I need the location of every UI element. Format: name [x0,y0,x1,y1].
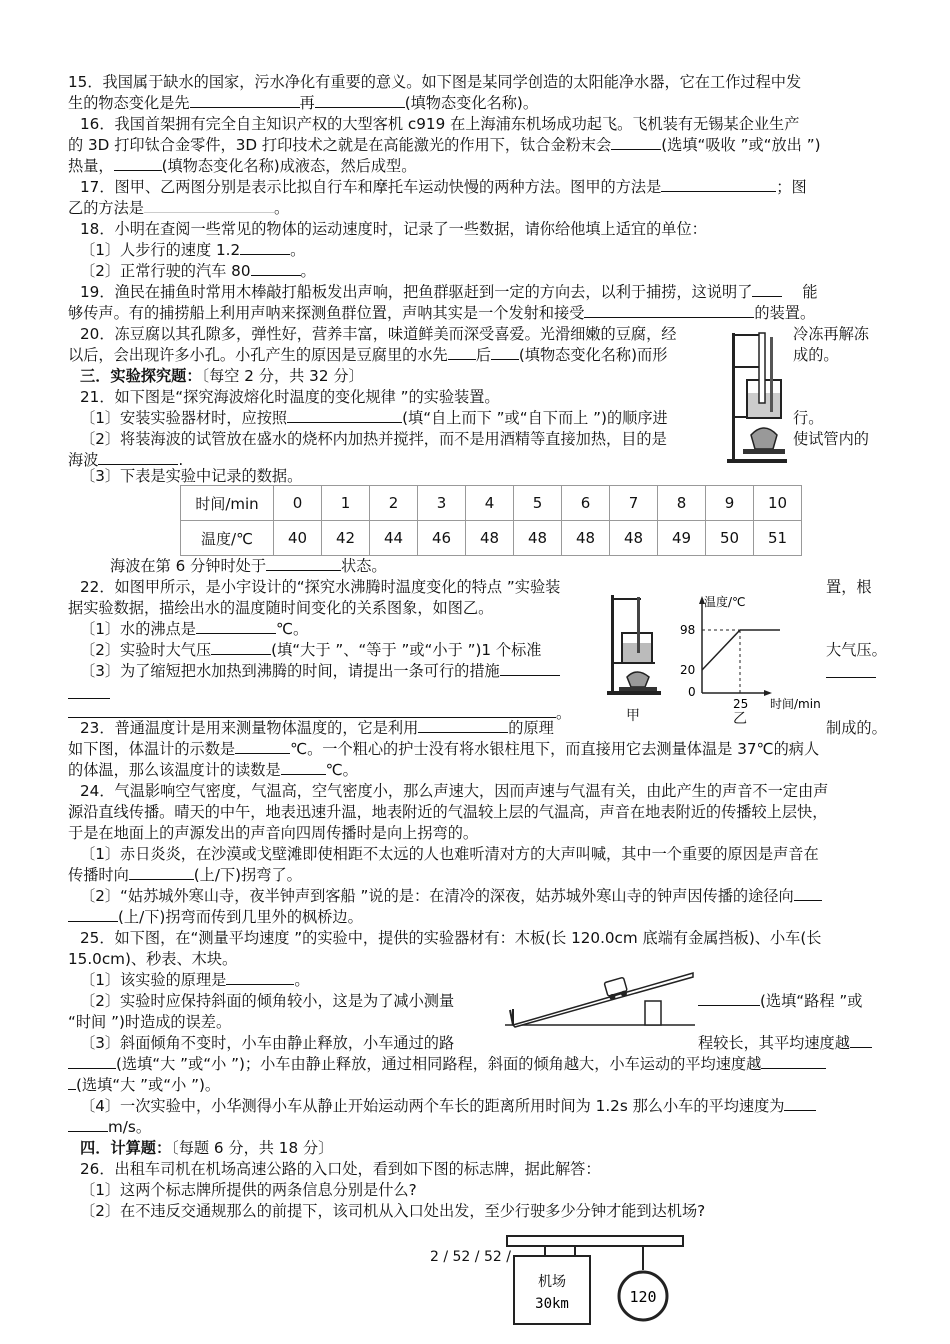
q19-blank-1[interactable] [752,282,782,297]
q16-line1: 16．我国首架拥有完全自主知识产权的大型客机 c919 在上海浦东机场成功起飞。飞机装有无锡某企业生产 [80,115,800,133]
q17-blank-1[interactable] [661,177,776,192]
table-cell: 50 [706,521,754,556]
boiling-apparatus-figure [605,595,665,705]
boiling-temperature-graph [670,588,830,713]
q23-line1: 23．普通温度计是用来测量物体温度的，它是利用 的原理 [80,719,554,737]
graph-x-tick-25: 25 [733,697,749,711]
q22-blank-3d[interactable] [68,703,556,718]
table-cell: 5 [514,486,562,521]
table-cell: 48 [610,521,658,556]
q21-after-table: 海波在第 6 分钟时处于 状态。 [110,557,387,575]
figure-a-caption: 甲 [626,708,640,724]
q21-blank-2[interactable] [98,450,178,465]
graph-y-tick-20: 20 [680,663,696,677]
table-cell: 4 [466,486,514,521]
q19-blank-2[interactable] [584,303,754,318]
q25-blank-4b[interactable] [68,1075,76,1090]
table-cell: 7 [610,486,658,521]
table-cell: 48 [466,521,514,556]
q22-line1: 22．如图甲所示，是小宇设计的“探究水沸腾时温度变化的特点 ”实验装 [80,578,561,596]
table-cell: 10 [754,486,802,521]
q16-blank-1[interactable] [611,135,661,150]
q25-sub2: 〔2〕实验时应保持斜面的倾角较小，这是为了减小测量 [80,992,455,1010]
q22-blank-1[interactable] [196,619,276,634]
table-cell: 40 [274,521,322,556]
q25-sub4-line2: m/s。 [68,1117,151,1137]
q23-blank-1[interactable] [418,718,508,733]
table-cell: 6 [562,486,610,521]
table-cell: 3 [418,486,466,521]
q24-sub2-line2: (上/下)拐弯而传到几里外的枫桥边。 [68,907,363,927]
q20-blank-1[interactable] [448,345,476,360]
q21-sub2-tail: 使试管内的 [793,430,869,448]
q22-sub3-line2: 。 [68,703,571,723]
table-row [181,521,802,556]
q15-line2: 生的物态变化是先 再 (填物态变化名称)。 [68,94,539,112]
q24-blank-2[interactable] [794,886,822,901]
page-number: 2 / 52 / 52 / [430,1249,511,1265]
q25-blank-4[interactable] [761,1054,826,1069]
q23-blank-2[interactable] [235,739,290,754]
q25-sub3-line2: (选填“大 ”或“小 ”)；小车由静止释放，通过相同路程，斜面的倾角越大，小车运动的平均速度越 [68,1054,826,1074]
q25-blank-5[interactable] [784,1096,816,1111]
q25-sub3: 〔3〕斜面倾角不变时，小车由静止释放，小车通过的路 [80,1034,455,1052]
q25-blank-3[interactable] [850,1033,872,1048]
q22-sub1: 〔1〕水的沸点是 ℃。 [80,620,309,638]
q22-blank-2[interactable] [211,640,271,655]
q18-blank-2[interactable] [251,261,301,276]
q23-line1-tail: 制成的。 [826,719,887,737]
q25-blank-1[interactable] [226,970,294,985]
table-cell: 51 [754,521,802,556]
q18-sub1: 〔1〕人步行的速度 1.2 。 [80,241,306,259]
q24-line1: 24．气温影响空气密度，气温高，空气密度小，那么声速大，因而声速与气温有关，由此产生的声音不一定由声 [80,782,829,800]
q22-line1-tail: 置，根 [826,578,872,596]
table-cell: 46 [418,521,466,556]
q24-sub1-line2: 传播时向 (上/下)拐弯了。 [68,866,302,884]
q18-line1: 18．小明在查阅一些常见的物体的运动速度时，记录了一些数据，请你给他填上适宜的单位： [80,220,707,238]
q21-line1: 21．如下图是“探究海波熔化时温度的变化规律 ”的实验装置。 [80,388,500,406]
graph-origin: 0 [688,685,696,699]
q25-line2: 15.0cm)、秒表、木块。 [68,950,238,968]
q25-blank-5b[interactable] [68,1117,108,1132]
q25-sub2-tail: (选填“路程 ”或 [698,991,862,1011]
q19-line1: 19．渔民在捕鱼时常用木棒敲打船板发出声响，把鱼群驱赶到一定的方向去，以利于捕捞，这说明了 能 [80,283,818,301]
table-head-time: 时间/min [181,486,274,521]
q22-blank-3c[interactable] [68,684,110,699]
q17-line1: 17．图甲、乙两图分别是表示比拟自行车和摩托车运动快慢的两种方法。图甲的方法是 ；图 [80,178,807,196]
speed-limit-value: 120 [629,1288,657,1306]
q15-blank-1[interactable] [190,93,300,108]
road-sign-figure [505,1234,687,1328]
q26-sub2: 〔2〕在不违反交通规那么的前提下，该司机从入口处出发，至少行驶多少分钟才能到达机场? [80,1202,706,1220]
q25-sub3-line3: (选填“大 ”或“小 ”)。 [68,1075,220,1095]
q24-sub1: 〔1〕赤日炎炎，在沙漠或戈壁滩即使相距不太远的人也难听清对方的大声叫喊，其中一个重要的原因是声音在 [80,845,819,863]
q25-sub3-tail: 程较长，其平均速度越 [698,1033,872,1053]
table-cell: 9 [706,486,754,521]
table-cell: 48 [514,521,562,556]
table-row [181,486,802,521]
table-head-temp: 温度/℃ [181,521,274,556]
q19-line2: 够传声。有的捕捞船上利用声呐来探测鱼群位置，声呐其实是一个发射和接受 的装置。 [68,304,816,322]
q21-sub3: 〔3〕下表是实验中记录的数据。 [80,467,303,485]
q20-line2-tail: 成的。 [793,346,839,364]
q20-blank-2[interactable] [491,345,519,360]
table-cell: 44 [370,521,418,556]
q16-line2: 的 3D 打印钛合金零件，3D 打印技术之就是在高能激光的作用下，钛合金粉末会 (选填“吸收 ”或“放出 ”) [68,136,821,154]
q21-sub2: 〔2〕将装海波的试管放在盛水的烧杯内加热并搅拌，而不是用酒精等直接加热，目的是 [80,430,667,448]
q22-blank-3b[interactable] [826,663,876,678]
q20-line1: 20．冻豆腐以其孔隙多，弹性好，营养丰富，味道鲜美而深受喜爱。光滑细嫩的豆腐，经 [80,325,677,343]
q15-line1: 15．我国属于缺水的国家，污水净化有重要的意义。如下图是某同学创造的太阳能净水器，它在工作过程中发 [68,73,802,91]
q24-line3: 于是在地面上的声源发出的声音向四周传播时是向上拐弯的。 [68,824,479,842]
figure-b-caption: 乙 [733,711,747,727]
q25-blank-3b[interactable] [68,1054,116,1069]
q21-sub1: 〔1〕安装实验器材时，应按照 (填“自上而下 ”或“自下而上 ”)的顺序进 [80,409,668,427]
graph-y-label: 温度/℃ [704,595,746,609]
graph-x-label: 时间/min [770,697,821,711]
section3-heading: 三．实验探究题：〔每空 2 分，共 32 分〕 [80,367,364,385]
incline-cart-figure [505,965,695,1030]
table-cell: 42 [322,521,370,556]
q21-blank-1[interactable] [287,408,402,423]
q24-blank-2b[interactable] [68,907,118,922]
q22-sub2-tail: 大气压。 [826,641,887,659]
table-cell: 0 [274,486,322,521]
q16-line3: 热量， (填物态变化名称)成液态，然后成型。 [68,157,417,175]
q23-line2: 如下图，体温计的示数是 ℃。一个粗心的护士没有将水银柱甩下，而直接用它去测量体温是 37℃的病人 [68,740,820,758]
q25-line1: 25．如下图，在“测量平均速度 ”的实验中，提供的实验器材有：木板(长 120.0cm 底端有金属挡板)、小车(长 [80,929,822,947]
q17-line2: 乙的方法是 。 [68,199,290,217]
q16-blank-2[interactable] [114,156,162,171]
q17-blank-2[interactable] [144,198,274,213]
q25-sub2-line2: “时间 ”)时造成的误差。 [68,1013,232,1031]
sign-destination: 机场 [538,1274,566,1290]
q23-line3: 的体温，那么该温度计的读数是 ℃。 [68,761,358,779]
q25-sub4: 〔4〕一次实验中，小华测得小车从静止开始运动两个车长的距离所用时间为 1.2s 那么小车的平均速度为 [80,1096,816,1116]
q18-sub2: 〔2〕正常行驶的汽车 80 。 [80,262,316,280]
q18-blank-1[interactable] [240,240,290,255]
q22-sub3: 〔3〕为了缩短把水加热到沸腾的时间，请提出一条可行的措施 [80,661,560,681]
q21-sub2-line2: 海波 . [68,451,184,469]
q20-line2: 以后，会出现许多小孔。小孔产生的原因是豆腐里的水先 后 (填物态变化名称)而形 [68,346,668,364]
q24-line2: 源沿直线传播。晴天的中午，地表迅速升温，地表附近的气温较上层的气温高，声音在地表附近的传播较上层快， [68,803,828,821]
q20-line1-tail: 冷冻再解冻 [793,325,869,343]
q22-sub2: 〔2〕实验时大气压 (填“大于 ”、“等于 ”或“小于 ”)1 个标准 [80,641,542,659]
q22-blank-3[interactable] [500,661,560,676]
section4-heading: 四．计算题：〔每题 6 分，共 18 分〕 [80,1139,334,1157]
q26-line1: 26．出租车司机在机场高速公路的入口处，看到如下图的标志牌，据此解答： [80,1160,601,1178]
table-cell: 49 [658,521,706,556]
melting-data-table [180,485,802,556]
graph-y-tick-98: 98 [680,623,696,637]
q24-sub2: 〔2〕“姑苏城外寒山寺，夜半钟声到客船 ”说的是：在清冷的深夜，姑苏城外寒山寺的钟声因传播的途径向 [80,886,822,906]
q26-sub1: 〔1〕这两个标志牌所提供的两条信息分别是什么? [80,1181,417,1199]
q23-blank-3[interactable] [281,760,326,775]
sign-distance: 30km [535,1296,569,1312]
q21-sub1-tail: 行。 [793,409,824,427]
table-cell: 2 [370,486,418,521]
q24-blank-1[interactable] [129,865,194,880]
table-cell: 1 [322,486,370,521]
table-cell: 48 [562,521,610,556]
melting-apparatus-figure [725,325,790,465]
table-cell: 8 [658,486,706,521]
q21-blank-3[interactable] [266,556,341,571]
q22-line2: 据实验数据，描绘出水的温度随时间变化的关系图象，如图乙。 [68,599,494,617]
q25-sub1: 〔1〕该实验的原理是 。 [80,971,310,989]
q15-blank-2[interactable] [315,93,405,108]
q25-blank-2[interactable] [698,991,760,1006]
